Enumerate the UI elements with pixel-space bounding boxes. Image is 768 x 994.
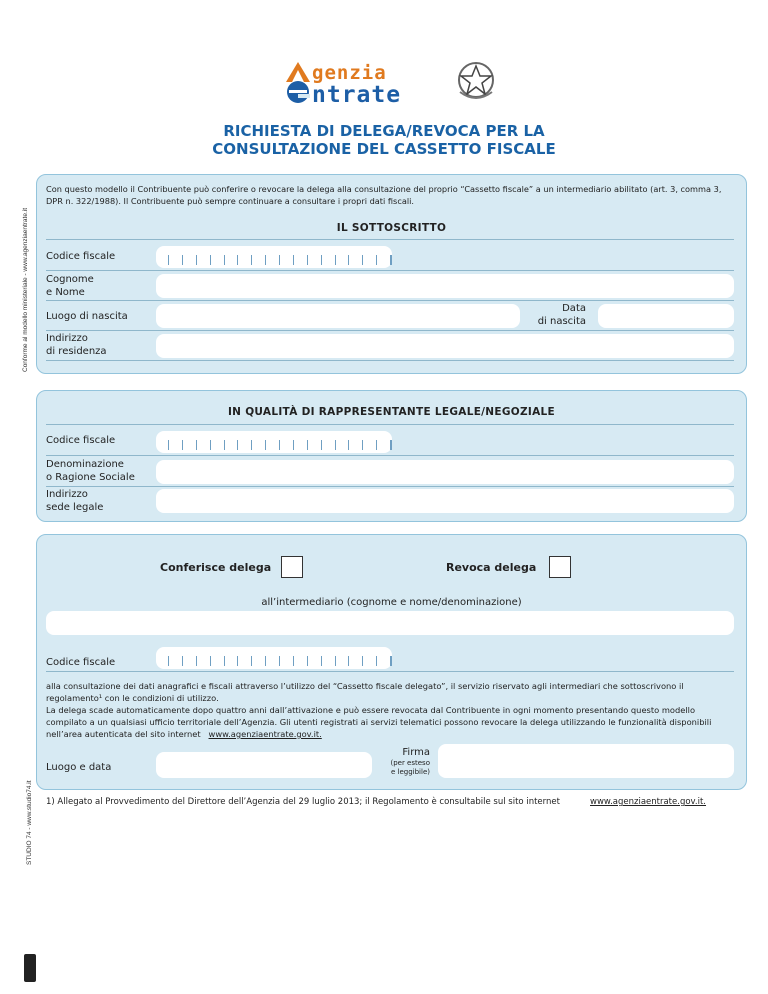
- section-heading-rappresentante: IN QUALITÀ DI RAPPRESENTANTE LEGALE/NEGOZIALE: [227, 406, 556, 418]
- logo-word-entrate: ntrate: [312, 82, 402, 108]
- label-codice-fiscale-intermediario: Codice fiscale: [46, 657, 116, 668]
- conferisce-delega-checkbox[interactable]: [281, 556, 303, 578]
- indirizzo-sede-legale-input[interactable]: [156, 489, 734, 513]
- logo-a-e-mark-icon: [280, 60, 316, 104]
- indirizzo-residenza-input[interactable]: [156, 334, 734, 358]
- luogo-data-input[interactable]: [156, 752, 372, 778]
- agenzia-entrate-logo: [272, 56, 512, 110]
- label-indirizzo: Indirizzo: [46, 333, 88, 344]
- codice-fiscale-input[interactable]: [156, 246, 392, 268]
- label-firma-note-1: (per esteso: [390, 759, 430, 767]
- agenzia-entrate-link[interactable]: www.agenziaentrate.gov.it.: [208, 729, 322, 739]
- divider: [46, 424, 734, 425]
- label-conferisce-delega: Conferisce delega: [160, 561, 272, 574]
- intro-text: Con questo modello il Contribuente può conferire o revocare la delega alla consultazione del proprio “Cassetto fiscale” a un intermediario abilitato (art. 3, comma 3, DPR n. 322/1988). Il Contribuente può sempre continuare a consultare i propri dati fiscali.: [46, 184, 722, 206]
- luogo-nascita-input[interactable]: [156, 304, 520, 328]
- label-cognome: Cognome: [46, 274, 94, 285]
- label-di-nascita: di nascita: [537, 316, 586, 327]
- publisher-logo-icon: [24, 954, 36, 982]
- intermediario-input[interactable]: [46, 611, 734, 635]
- divider: [46, 239, 734, 240]
- divider: [46, 671, 734, 672]
- label-revoca-delega: Revoca delega: [446, 561, 537, 574]
- divider: [46, 486, 734, 487]
- label-codice-fiscale: Codice fiscale: [46, 435, 116, 446]
- section-heading-sottoscritto: IL SOTTOSCRITTO: [336, 222, 447, 234]
- label-codice-fiscale: Codice fiscale: [46, 251, 116, 262]
- bottom-side-note: STUDIO 74 - www.studio74.it: [26, 780, 33, 865]
- cognome-nome-input[interactable]: [156, 274, 734, 298]
- revoca-delega-checkbox[interactable]: [549, 556, 571, 578]
- footnote: [46, 797, 560, 807]
- side-note: Conforme al modello ministeriale - www.agenziaentrate.it: [22, 207, 29, 372]
- italian-republic-emblem-icon: [454, 58, 498, 104]
- firma-input[interactable]: [438, 744, 734, 778]
- divider: [46, 300, 734, 301]
- label-firma-note-2: e leggibile): [391, 768, 430, 776]
- conditions-paragraph-1: alla consultazione dei dati anagrafici e fiscali attraverso l’utilizzo del “Cassetto fiscale delegato”, il servizio riservato agli intermediari che sottoscrivono il regolamento¹ con le condizioni di utilizzo.: [46, 681, 684, 703]
- label-ragione-sociale: o Ragione Sociale: [46, 472, 135, 483]
- title-line-2: CONSULTAZIONE DEL CASSETTO FISCALE: [212, 140, 556, 158]
- label-intermediario: all’intermediario (cognome e nome/denominazione): [261, 597, 522, 608]
- logo-word-agenzia: genzia: [312, 62, 387, 84]
- footnote-text: 1) Allegato al Provvedimento del Direttore dell’Agenzia del 29 luglio 2013; il Regolamento è consultabile sul sito internet: [46, 797, 560, 807]
- denominazione-input[interactable]: [156, 460, 734, 484]
- label-nome: e Nome: [46, 287, 85, 298]
- label-firma: Firma: [402, 747, 430, 758]
- label-di-residenza: di residenza: [46, 346, 107, 357]
- label-denominazione: Denominazione: [46, 459, 124, 470]
- label-indirizzo-sede: Indirizzo: [46, 489, 88, 500]
- divider: [46, 455, 734, 456]
- codice-fiscale-rappresentante-input[interactable]: [156, 431, 392, 453]
- codice-fiscale-intermediario-input[interactable]: [156, 647, 392, 669]
- divider: [46, 360, 734, 361]
- page-title: [0, 122, 768, 158]
- divider: [46, 270, 734, 271]
- label-luogo-nascita: Luogo di nascita: [46, 311, 128, 322]
- footnote-link[interactable]: www.agenziaentrate.gov.it.: [590, 797, 707, 807]
- title-line-1: RICHIESTA DI DELEGA/REVOCA PER LA: [223, 122, 545, 140]
- label-sede-legale: sede legale: [46, 502, 104, 513]
- conditions-paragraph-2: La delega scade automaticamente dopo quattro anni dall’attivazione e può essere revocata dal Contribuente in ogni momento presentando questo modello compilato a un qualsiasi ufficio territoriale dell’Agenzia. Gli utenti registrati ai servizi telematici possono revocare la delega utilizzando le funzionalità disponibili nell’area autenticata del sito internet www.agenziaentrate.gov.it.: [46, 705, 712, 739]
- delega-conditions-text: [46, 680, 736, 740]
- label-luogo-data: Luogo e data: [46, 762, 112, 773]
- data-nascita-input[interactable]: [598, 304, 734, 328]
- label-data: Data: [562, 303, 586, 314]
- divider: [46, 330, 734, 331]
